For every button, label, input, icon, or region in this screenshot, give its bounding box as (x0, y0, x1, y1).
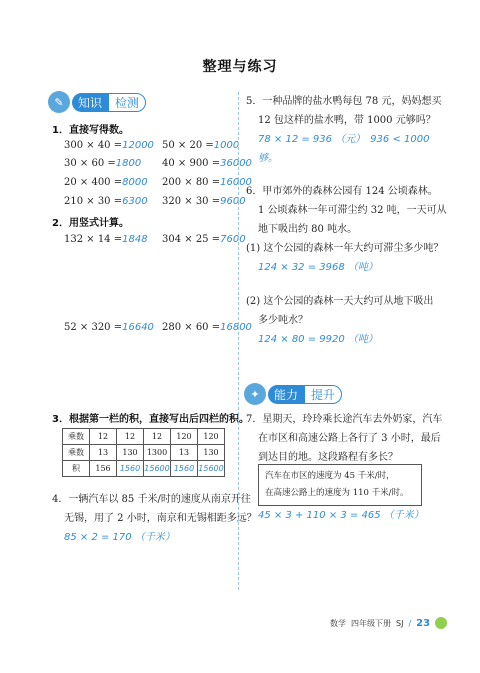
badge-label-b: 提升 (304, 385, 342, 404)
q1-heading: 1．直接写得数。 (52, 125, 129, 136)
table-row (63, 445, 225, 461)
q6-sub-question: 多少吨水？ (258, 315, 308, 326)
table-cell: 130 (117, 445, 144, 461)
q6-sub-question: (1) 这个公园的森林一年大约可滞尘多少吨？ (246, 243, 444, 254)
q1-item: 300 × 40 =12000 (64, 140, 154, 151)
product-table (62, 428, 225, 477)
column-divider (238, 92, 239, 590)
q1-item: 20 × 400 =8000 (64, 177, 148, 188)
table-cell: 1300 (144, 445, 171, 461)
q7-info-box (258, 464, 422, 506)
page-title: 整理与练习 (202, 59, 278, 75)
table-cell: 12 (144, 429, 171, 445)
lightbulb-icon: ✎ (48, 91, 70, 113)
q2-item: 304 × 25 =7600 (162, 234, 246, 245)
q7-line: 到达目的地。这段路程有多长？ (258, 452, 398, 463)
q3-heading: 3．根据第一栏的积，直接写出后四栏的积。 (52, 414, 249, 425)
q7-line: 在市区和高速公路上各行了 3 小时，最后 (258, 433, 441, 444)
q6-answer: 124 × 32 = 3968 （吨） (258, 262, 378, 273)
table-row (63, 429, 225, 445)
badge-label-b: 检测 (108, 93, 146, 112)
table-cell-answer: 15600 (198, 461, 225, 477)
table-cell: 12 (90, 429, 117, 445)
info-line: 汽车在市区的速度为 45 千米/时， (265, 471, 395, 481)
q6-answer: 124 × 80 = 9920 （吨） (258, 334, 378, 345)
robot-icon: ✦ (244, 383, 266, 405)
q1-item: 30 × 60 =1800 (64, 158, 142, 169)
q2-item: 280 × 60 =16800 (162, 322, 252, 333)
section-badge-ability (244, 384, 342, 404)
table-cell: 120 (198, 429, 225, 445)
badge-label-a: 能力 (268, 385, 304, 404)
footer-grade: 四年级下册 (351, 618, 391, 628)
table-cell-answer: 1560 (117, 461, 144, 477)
page-footer (330, 617, 447, 629)
q1-item: 210 × 30 =6300 (64, 196, 148, 207)
table-cell: 130 (198, 445, 225, 461)
q1-item: 320 × 30 =9600 (162, 196, 246, 207)
footer-edition: SJ (396, 618, 404, 628)
table-row (63, 461, 225, 477)
info-line: 在高速公路上的速度为 110 千米/时。 (265, 488, 409, 498)
section-badge-knowledge (48, 92, 146, 112)
footer-subject: 数学 (330, 618, 346, 628)
table-cell: 乘数 (63, 429, 90, 445)
q6-line: 1 公顷森林一年可滞尘约 32 吨，一天可从 (258, 205, 447, 216)
q2-heading: 2．用竖式计算。 (52, 218, 129, 229)
q2-item: 132 × 14 =1848 (64, 234, 148, 245)
page-number: 23 (416, 617, 431, 629)
q5-answer-conclusion: 够。 (258, 153, 278, 164)
q2-item: 52 × 320 =16640 (64, 322, 154, 333)
q1-item: 40 × 900 =36000 (162, 158, 252, 169)
table-cell-answer: 1560 (171, 461, 198, 477)
q6-line: 6．甲市郊外的森林公园有 124 公顷森林。 (246, 186, 438, 197)
q4-line: 4．一辆汽车以 85 千米/时的速度从南京开往 (52, 494, 251, 505)
table-cell: 积 (63, 461, 90, 477)
q7-answer: 45 × 3 + 110 × 3 = 465 （千米） (258, 510, 424, 521)
table-cell: 乘数 (63, 445, 90, 461)
q4-line: 无锡，用了 2 小时，南京和无锡相距多远？ (64, 513, 257, 524)
q7-line: 7．星期天，玲玲乘长途汽车去外奶家，汽车 (246, 414, 443, 425)
footer-separator: / (408, 618, 412, 628)
table-cell: 12 (117, 429, 144, 445)
q5-answer: 78 × 12 = 936 （元） 936 < 1000 (258, 134, 430, 145)
table-cell-answer: 15600 (144, 461, 171, 477)
q1-item: 50 × 20 =1000 (162, 140, 240, 151)
q5-line: 5．一种品牌的盐水鸭每包 78 元，妈妈想买 (246, 96, 442, 107)
q5-line: 12 包这样的盐水鸭，带 1000 元够吗？ (258, 115, 436, 126)
table-cell: 120 (171, 429, 198, 445)
q6-line: 地下吸出约 80 吨水。 (258, 224, 358, 235)
q4-answer: 85 × 2 = 170 （千米） (64, 532, 175, 543)
table-cell: 13 (90, 445, 117, 461)
q1-item: 200 × 80 =16000 (162, 177, 252, 188)
table-cell: 13 (171, 445, 198, 461)
table-cell: 156 (90, 461, 117, 477)
leaf-icon (435, 617, 447, 629)
badge-label-a: 知识 (72, 93, 108, 112)
q6-sub-question: (2) 这个公园的森林一天大约可从地下吸出 (246, 296, 434, 307)
